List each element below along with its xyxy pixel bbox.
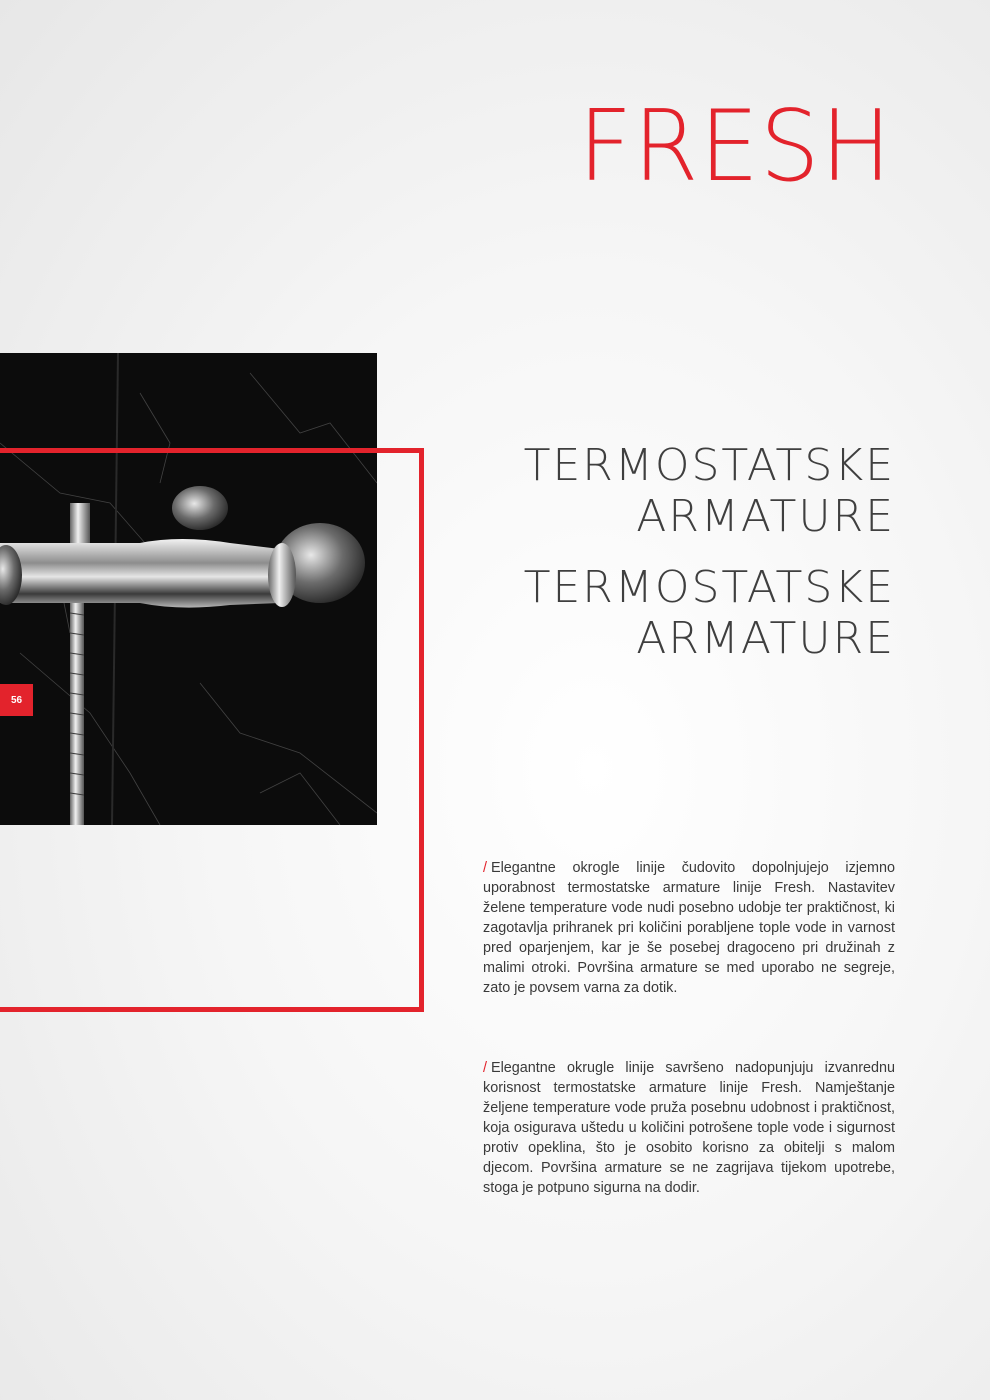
section-heading: [524, 562, 895, 664]
heading-line: TERMOSTATSKE: [523, 562, 895, 613]
red-frame: [0, 448, 424, 1012]
slash-marker: /: [483, 1060, 487, 1076]
heading-line: ARMATURE: [636, 613, 895, 664]
slash-marker: /: [483, 860, 487, 876]
paragraph-text: Elegantne okrugle linije savršeno nadopunjuju izvanrednu korisnost termostatske armature linije Fresh. Namještanje željene temperature vode pruža posebnu udobnost i praktičnost, koja osigurava uštedu u količini potrošene tople vode i sigurnost protiv opeklina, što je osobito korisno za obitelji s malom djecom. Površina armature se ne zagrijava tijekom upotrebe, stoga je potpuno sigurna na dodir.: [483, 1060, 895, 1196]
description-paragraph: [483, 1058, 895, 1198]
heading-line: TERMOSTATSKE: [523, 440, 895, 491]
brand-title: FRESH: [577, 90, 892, 204]
description-paragraph: [483, 858, 895, 998]
heading-line: ARMATURE: [636, 491, 895, 542]
section-heading: [524, 440, 895, 542]
paragraph-text: Elegantne okrogle linije čudovito dopolnjujejo izjemno uporabnost termostatske armature linije Fresh. Nastavitev želene temperature vode nudi posebno udobje ter praktičnost, ki zagotavlja prihranek pri količini porabljene tople vode in varnost pred oparjenjem, kar je še posebej dragoceno pri družinah z malimi otroki. Površina armature se med uporabo ne segreje, zato je povsem varna za dotik.: [483, 860, 895, 996]
page-number-badge: 56: [0, 684, 33, 716]
